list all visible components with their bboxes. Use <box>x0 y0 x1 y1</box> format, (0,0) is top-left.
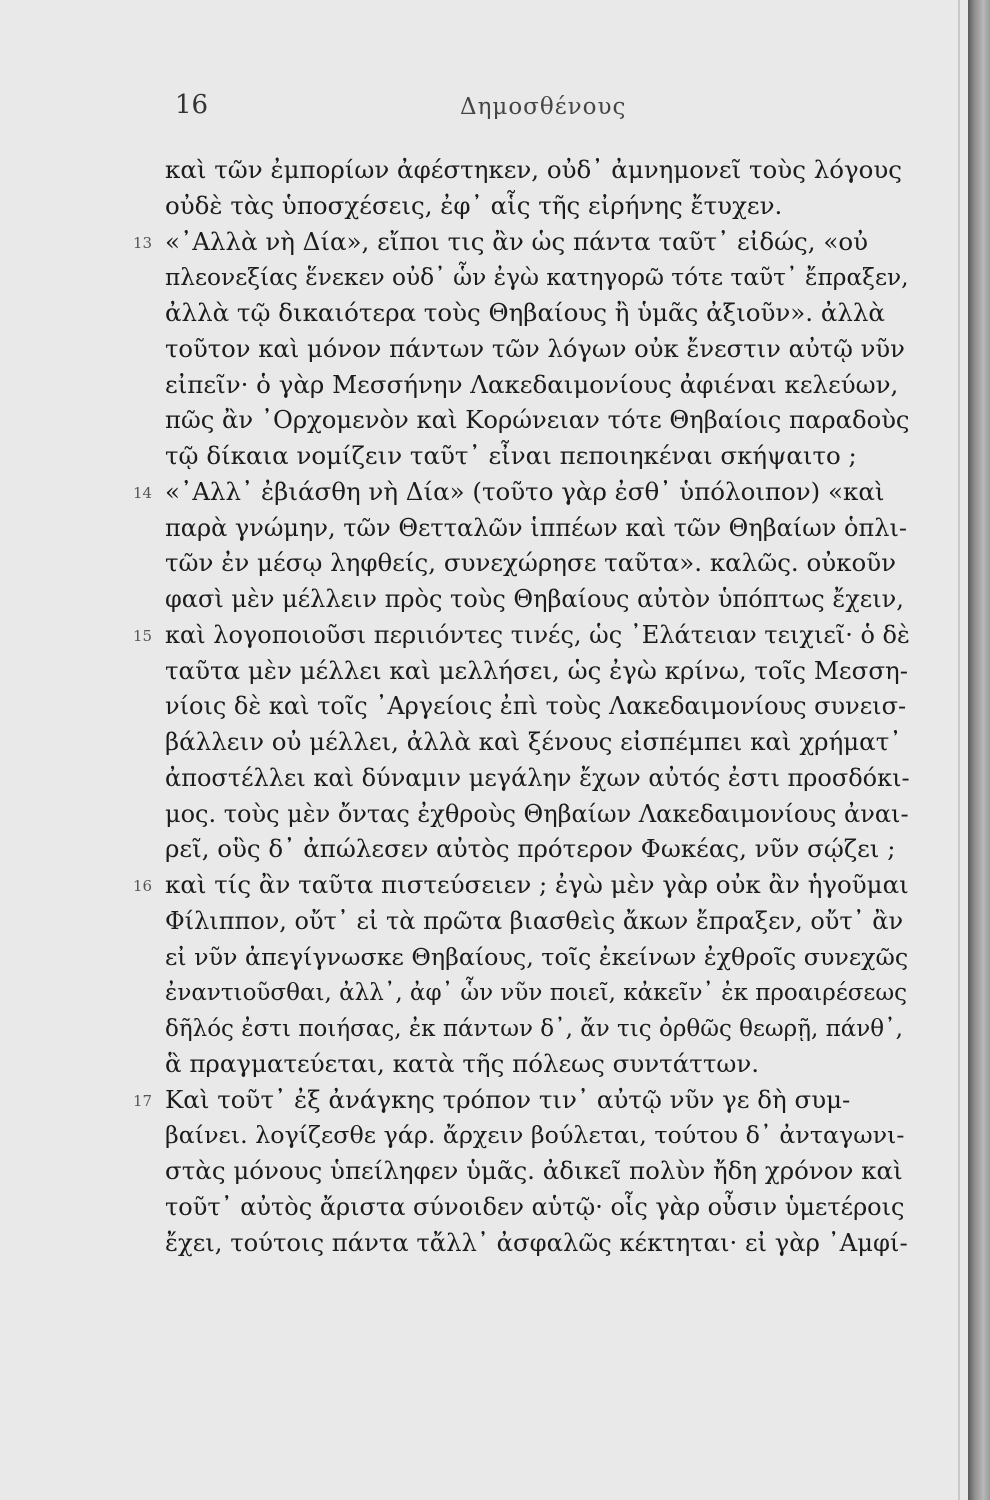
text-line <box>165 831 910 867</box>
line-text: τῷ δίκαια νομίζειν ταῦτ᾽ εἶναι πεποιηκέναι σκήψαιτο ; <box>165 441 857 470</box>
text-line <box>165 152 910 188</box>
text-line <box>165 1153 910 1189</box>
text-line <box>165 438 910 474</box>
text-line <box>165 1225 910 1261</box>
line-text: «᾽Αλλὰ νὴ Δία», εἴποι τις ἂν ὡς πάντα ταῦτ᾽ εἰδώς, «οὐ <box>165 226 868 256</box>
text-line <box>165 581 910 617</box>
text-line <box>165 1010 910 1046</box>
page-number: 16 <box>175 90 209 120</box>
line-text: εἰπεῖν· ὁ γὰρ Μεσσήνην Λακεδαιμονίους ἀφιέναι κελεύων, <box>165 369 899 399</box>
line-text: καὶ τῶν ἐμπορίων ἀφέστηκεν, οὐδ᾽ ἀμνημονεῖ τοὺς λόγους <box>165 155 902 184</box>
text-line <box>165 653 910 689</box>
line-text: καὶ τίς ἂν ταῦτα πιστεύσειεν ; ἐγὼ μὲν γὰρ οὐκ ἂν ἡγοῦμαι <box>165 870 909 899</box>
line-text: ἐναντιοῦσθαι, ἀλλ᾽, ἀφ᾽ ὧν νῦν ποιεῖ, κἀκεῖν᾽ ἐκ προαιρέσεως <box>165 980 907 1007</box>
line-text: βαίνει. λογίζεσθε γάρ. ἄρχειν βούλεται, τούτου δ᾽ ἀνταγωνι- <box>165 1121 905 1150</box>
text-line <box>165 796 910 832</box>
line-text: πλεονεξίας ἕνεκεν οὐδ᾽ ὧν ἐγὼ κατηγορῶ τότε ταῦτ᾽ ἔπραξεν, <box>165 264 909 292</box>
page-edge-line <box>958 0 960 1500</box>
text-line <box>165 259 910 295</box>
line-text: δῆλός ἐστι ποιήσας, ἐκ πάντων δ᾽, ἄν τις ὀρθῶς θεωρῇ, πάνθ᾽, <box>165 1016 903 1042</box>
text-line <box>165 974 910 1010</box>
text-line <box>165 402 910 438</box>
text-line <box>133 224 910 260</box>
line-text: ἀποστέλλει καὶ δύναμιν μεγάλην ἔχων αὐτός ἐστι προσδόκι- <box>165 763 910 792</box>
line-text: «᾽Αλλ᾽ ἐβιάσθη νὴ Δία» (τοῦτο γὰρ ἐσθ᾽ ὑπόλοιπον) «καὶ <box>165 476 885 506</box>
text-line <box>165 331 910 367</box>
section-number: 17 <box>133 1091 153 1110</box>
text-line <box>165 367 910 403</box>
line-text: Φίλιππον, οὔτ᾽ εἰ τὰ πρῶτα βιασθεὶς ἄκων ἔπραξεν, οὔτ᾽ ἂν <box>165 906 904 935</box>
text-line <box>165 295 910 331</box>
page-edge-shadow <box>968 0 990 1500</box>
line-text: στὰς μόνους ὑπείληφεν ὑμᾶς. ἀδικεῖ πολὺν ἤδη χρόνον καὶ <box>165 1156 903 1185</box>
line-text: ἀλλὰ τῷ δικαιότερα τοὺς Θηβαίους ἢ ὑμᾶς ἀξιοῦν». ἀλλὰ <box>165 298 885 327</box>
line-text: βάλλειν οὐ μέλλει, ἀλλὰ καὶ ξένους εἰσπέμπει καὶ χρήματ᾽ <box>165 727 902 756</box>
section-number: 14 <box>133 483 153 502</box>
line-text: τοῦτον καὶ μόνον πάντων τῶν λόγων οὐκ ἔνεστιν αὐτῷ νῦν <box>165 333 905 363</box>
line-text: παρὰ γνώμην, τῶν Θετταλῶν ἱππέων καὶ τῶν Θηβαίων ὁπλι- <box>165 513 907 542</box>
text-line <box>165 510 910 546</box>
text-line <box>165 1046 910 1082</box>
text-line <box>133 867 910 903</box>
line-text: ἃ πραγματεύεται, κατὰ τῆς πόλεως συντάττων. <box>165 1048 760 1078</box>
line-text: φασὶ μὲν μέλλειν πρὸς τοὺς Θηβαίους αὐτὸν ὑπόπτως ἔχειν, <box>165 585 904 613</box>
body-text <box>133 152 910 1260</box>
section-number: 13 <box>133 233 153 252</box>
text-line <box>165 1117 910 1153</box>
text-line <box>165 903 910 939</box>
line-text: νίοις δὲ καὶ τοῖς ᾽Αργείοις ἐπὶ τοὺς Λακεδαιμονίους συνεισ- <box>165 692 907 721</box>
text-line <box>133 1082 910 1118</box>
text-line <box>165 760 910 796</box>
text-line <box>165 939 910 975</box>
line-text: οὐδὲ τὰς ὑποσχέσεις, ἐφ᾽ αἷς τῆς εἰρήνης ἔτυχεν. <box>165 190 783 220</box>
line-text: ἔχει, τούτοις πάντα τἄλλ᾽ ἀσφαλῶς κέκτηται· εἰ γὰρ ᾽Αμφί- <box>165 1227 908 1257</box>
text-line <box>165 188 910 224</box>
text-line <box>165 688 910 724</box>
line-text: τοῦτ᾽ αὐτὸς ἄριστα σύνοιδεν αὑτῷ· οἷς γὰρ οὖσιν ὑμετέροις <box>165 1192 905 1221</box>
line-text: ταῦτα μὲν μέλλει καὶ μελλήσει, ὡς ἐγὼ κρίνω, τοῖς Μεσση- <box>165 655 909 685</box>
text-line <box>133 474 910 510</box>
section-number: 16 <box>133 877 153 895</box>
line-text: πῶς ἂν ᾽Ορχομενὸν καὶ Κορώνειαν τότε Θηβαίοις παραδοὺς <box>165 405 910 435</box>
line-text: καὶ λογοποιοῦσι περιιόντες τινές, ὡς ᾽Ελάτειαν τειχιεῖ· ὁ δὲ <box>165 620 910 649</box>
line-text: μος. τοὺς μὲν ὄντας ἐχθροὺς Θηβαίων Λακεδαιμονίους ἀναι- <box>165 799 909 828</box>
text-line <box>165 1189 910 1225</box>
line-text: τῶν ἐν μέσῳ ληφθείς, συνεχώρησε ταῦτα». καλῶς. οὐκοῦν <box>165 548 896 578</box>
line-text: εἰ νῦν ἀπεγίγνωσκε Θηβαίους, τοῖς ἐκείνων ἐχθροῖς συνεχῶς <box>165 942 909 971</box>
line-text: ρεῖ, οὓς δ᾽ ἀπώλεσεν αὐτὸς πρότερον Φωκέας, νῦν σῴζει ; <box>165 834 896 864</box>
line-text: Καὶ τοῦτ᾽ ἐξ ἀνάγκης τρόπον τιν᾽ αὐτῷ νῦν γε δὴ συμ- <box>165 1084 851 1114</box>
text-line <box>165 724 910 760</box>
text-line <box>133 617 910 653</box>
section-number: 15 <box>133 626 153 645</box>
text-line <box>165 545 910 581</box>
running-head: Δημοσθένους <box>460 94 627 120</box>
